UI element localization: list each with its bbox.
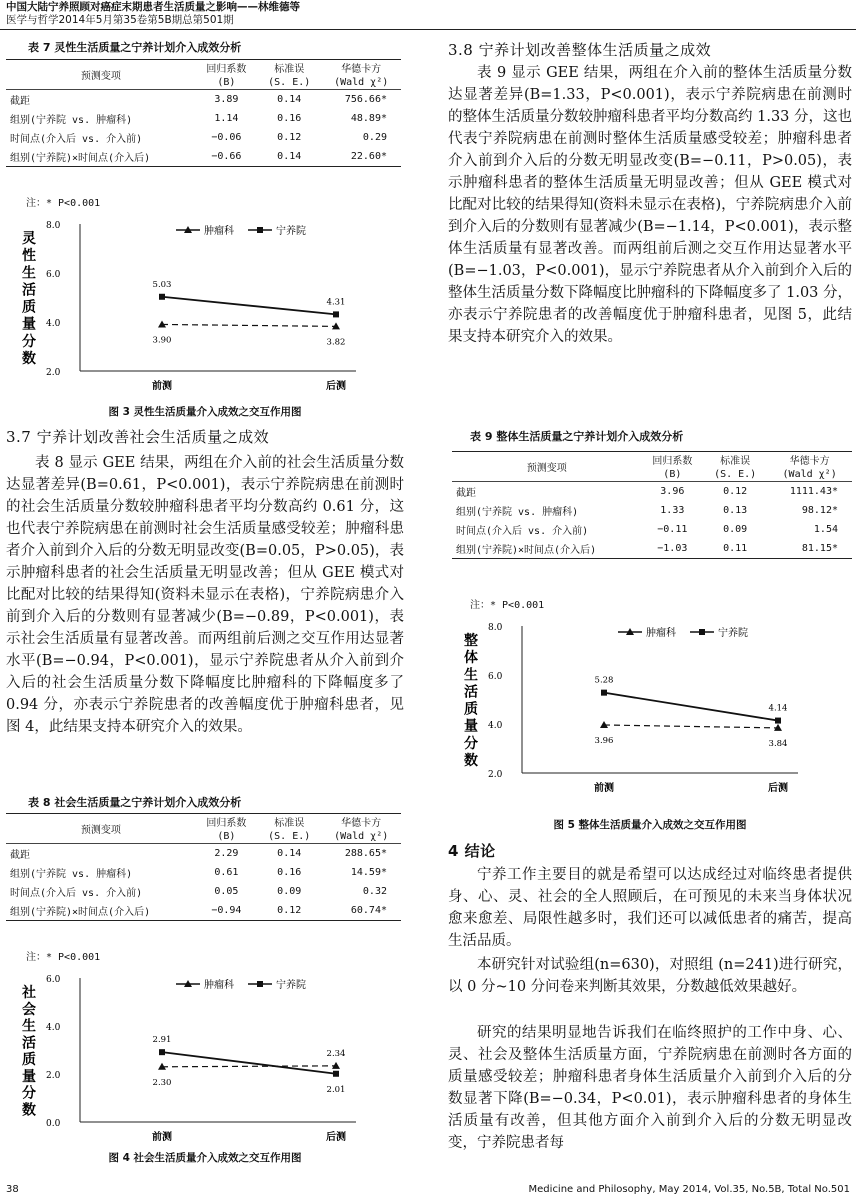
y-tick-label: 4.0	[488, 721, 503, 731]
legend-label: 宁养院	[276, 226, 306, 237]
y-axis-label-char: 活	[22, 1035, 36, 1052]
cell-wald: 0.29	[362, 132, 387, 143]
table-row	[6, 863, 401, 882]
y-axis-label-char: 质	[22, 1052, 36, 1068]
y-axis-label-char: 灵	[22, 231, 36, 247]
table-row	[452, 520, 852, 539]
row-label: 组别(宁养院)×时间点(介入后)	[6, 147, 196, 167]
table-row	[452, 501, 852, 520]
series-line	[162, 324, 336, 326]
data-label: 3.90	[152, 335, 172, 346]
table7-note: 注：* P<0.001	[26, 198, 101, 209]
data-point	[333, 311, 339, 317]
x-tick-label: 前测	[594, 783, 614, 794]
cell-se: 0.14	[257, 147, 321, 167]
data-label: 5.28	[594, 675, 614, 686]
x-tick-label: 后测	[768, 783, 788, 794]
table7	[6, 59, 401, 167]
cell-wald: 1.54	[813, 524, 838, 535]
section-4-paragraph-3: 研究的结果明显地告诉我们在临终照护的工作中身、心、灵、社会及整体生活质量方面，宁养院病患在前测时各方面的质量感受较差；肿瘤科患者身体生活质量介入前到介入后的分数显著下降(B=−0.34，P<0.01)，表示肿瘤科患者的身体生活质量有改善，但其他方面介入前到介入后的分数无明显改变，宁养院患者每	[448, 1025, 852, 1151]
y-axis-label-char: 性	[22, 248, 36, 265]
series-line	[162, 297, 336, 315]
row-label: 时间点(介入后 vs. 介入前)	[10, 134, 143, 145]
table-row	[6, 147, 401, 167]
x-tick-label: 后测	[326, 1132, 346, 1143]
journal-issue-line: 医学与哲学2014年5月第35卷第5B期总第501期	[6, 14, 234, 26]
cell-b: −0.66	[196, 147, 257, 167]
cell-se: 0.16	[277, 113, 302, 124]
data-label: 4.14	[768, 703, 788, 714]
cell-b: 0.61	[214, 867, 239, 878]
y-axis-label-char: 生	[464, 667, 478, 684]
cell-b: −0.11	[657, 524, 688, 535]
legend-marker	[257, 227, 263, 233]
series-line	[162, 1066, 336, 1067]
section-3-8-title: 3.8 宁养计划改善整体生活质量之成效	[448, 41, 712, 59]
y-axis-label-char: 量	[22, 1068, 36, 1085]
data-point	[775, 718, 781, 724]
y-tick-label: 6.0	[488, 672, 503, 682]
table-row	[6, 109, 401, 128]
table-header-variable: 预测变项	[452, 452, 642, 482]
cell-wald: 22.60*	[321, 147, 401, 167]
x-tick-label: 后测	[326, 381, 346, 392]
table-header-b: 回归系数	[196, 814, 257, 830]
figure5-caption: 图 5 整体生活质量介入成效之交互作用图	[553, 819, 747, 831]
legend-marker	[257, 981, 263, 987]
table-header-wald-sub: (Wald χ²)	[334, 76, 389, 88]
y-axis-label-char: 生	[22, 1018, 36, 1035]
cell-se: 0.12	[257, 901, 321, 921]
data-point	[159, 294, 165, 300]
y-axis-label-char: 数	[22, 1102, 36, 1119]
y-axis-label-char: 社	[22, 985, 36, 1001]
cell-b: −0.94	[196, 901, 257, 921]
row-label: 时间点(介入后 vs. 介入前)	[456, 526, 589, 537]
data-label: 2.34	[326, 1048, 346, 1059]
legend-label: 宁养院	[718, 628, 748, 639]
section-3-7-title: 3.7 宁养计划改善社会生活质量之成效	[6, 428, 270, 446]
header-rule	[0, 29, 856, 30]
section-4-paragraph-2: 本研究针对试验组(n=630)，对照组 (n=241)进行研究，以 0 分~10 分问卷来判断其效果，分数越低效果越好。	[448, 957, 852, 995]
row-label: 时间点(介入后 vs. 介入前)	[10, 888, 143, 899]
page-number: 38	[6, 1184, 19, 1195]
cell-b: 3.89	[196, 90, 257, 110]
table9	[452, 451, 852, 559]
cell-se: 0.11	[703, 539, 767, 559]
cell-wald: 98.12*	[801, 505, 838, 516]
cell-se: 0.14	[257, 90, 321, 110]
y-tick-label: 2.0	[46, 1071, 61, 1081]
table9-caption: 表 9 整体生活质量之宁养计划介入成效分析	[470, 430, 684, 443]
row-label: 截距	[6, 844, 196, 864]
x-tick-label: 前测	[152, 1132, 172, 1143]
table-header-b-sub: (B)	[217, 830, 236, 842]
section-3-8-paragraph: 表 9 显示 GEE 结果，两组在介入前的整体生活质量分数达显著差异(B=1.33，P<0.001)，表示宁养院病患在前测时的整体生活质量分数较肿瘤科患者平均分数高约 1.33 分，这也代表宁养院病患在前测时整体生活质量感受较差；肿瘤科患者介入前到介入后的分数无明显改变(B=−0.11，P>0.05)，表示肿瘤科患者的整体生活质量无明显改善；但从 GEE 模式对比配对比较的结果得知(资料未显示在表格)，宁养院病患介入前到介入后的分数则有显著减少(B=−1.14，P<0.001)，表示整体生活质量有显著改善。而两组前后测之交互作用达显著水平(B=−1.03，P<0.001)，显示宁养院患者从介入前到介入后的整体生活质量分数下降幅度比肿瘤科的下降幅度多了 1.03 分，亦表示宁养院患者的改善幅度优于肿瘤科患者，见图 5，此结果支持本研究介入的效果。	[448, 65, 853, 345]
cell-b: −1.03	[642, 539, 703, 559]
cell-se: 0.09	[723, 524, 748, 535]
data-label: 3.84	[768, 738, 788, 749]
cell-se: 0.16	[277, 867, 302, 878]
cell-b: 1.33	[660, 505, 685, 516]
table-header-b: 回归系数	[196, 60, 257, 76]
journal-footer: Medicine and Philosophy, May 2014, Vol.35, No.5B, Total No.501	[528, 1184, 850, 1195]
table-row	[6, 128, 401, 147]
row-label: 截距	[6, 90, 196, 110]
cell-b: 3.96	[642, 482, 703, 502]
row-label: 截距	[452, 482, 642, 502]
y-axis-label-char: 分	[464, 735, 478, 752]
table-header-se-sub: (S. E.)	[714, 468, 757, 480]
y-axis-label-char: 分	[22, 1085, 36, 1102]
table-header-b-sub: (B)	[663, 468, 682, 480]
cell-wald: 81.15*	[767, 539, 852, 559]
section-4-paragraph-1: 宁养工作主要目的就是希望可以达成经过对临终患者提供身、心、灵、社会的全人照顾后，在可预见的未来当身体状况愈来愈差、局限性越多时，我们还可以减低患者的痛苦，提高生活品质。	[448, 867, 852, 949]
section-3-7-paragraph: 表 8 显示 GEE 结果，两组在介入前的社会生活质量分数达显著差异(B=0.61，P<0.001)，表示宁养院病患在前测时的社会生活质量分数较肿瘤科患者平均分数高约 0.61 分，这也代表宁养院病患在前测时社会生活质量感受较差；肿瘤科患者介入前到介入后的分数无明显改变(B=0.05，P>0.05)，表示肿瘤科患者的社会生活质量无明显改善；但从 GEE 模式对比配对比较的结果得知(资料未显示在表格)，宁养院病患介入前到介入后的分数则有显著减少(B=−0.89，P<0.001)，表示社会生活质量有显著改善。而两组前后测之交互作用达显著水平(B=−0.94，P<0.001)，显示宁养院患者从介入前到介入后的社会生活质量分数下降幅度比肿瘤科的下降幅度多了 0.94 分，亦表示宁养院患者的改善幅度优于肿瘤科患者，见图 4，此结果支持本研究介入的效果。	[6, 455, 404, 735]
table-header-se: 标准误	[703, 452, 767, 468]
table-header-wald-sub: (Wald χ²)	[782, 468, 837, 480]
cell-wald: 288.65*	[321, 844, 401, 864]
cell-wald: 48.89*	[350, 113, 387, 124]
y-axis-label-char: 分	[22, 333, 36, 350]
row-label: 组别(宁养院 vs. 肿瘤科)	[10, 115, 133, 126]
table-row	[452, 539, 852, 559]
table9-note: 注：* P<0.001	[470, 600, 545, 611]
data-label: 2.01	[326, 1084, 346, 1095]
series-line	[604, 725, 778, 728]
row-label: 组别(宁养院)×时间点(介入后)	[6, 901, 196, 921]
y-axis-label-char: 量	[464, 718, 478, 735]
cell-b: −0.06	[211, 132, 242, 143]
cell-b: 0.05	[214, 886, 239, 897]
table8	[6, 813, 401, 921]
row-label: 组别(宁养院 vs. 肿瘤科)	[10, 869, 133, 880]
table-header-wald: 华德卡方	[321, 814, 401, 830]
y-axis-label-char: 会	[22, 1001, 36, 1018]
y-axis-label-char: 质	[22, 299, 36, 316]
running-title: 中国大陆宁养照顾对癌症末期患者生活质量之影响——林维德等	[6, 1, 300, 13]
legend-label: 肿瘤科	[646, 628, 676, 639]
y-axis-label-char: 活	[22, 282, 36, 299]
data-label: 3.96	[594, 735, 614, 746]
table-row	[452, 482, 852, 502]
table8-note: 注：* P<0.001	[26, 952, 101, 963]
legend-marker	[699, 629, 705, 635]
table-row	[6, 844, 401, 864]
cell-wald: 756.66*	[321, 90, 401, 110]
y-axis-label-char: 数	[464, 752, 478, 769]
x-tick-label: 前测	[152, 381, 172, 392]
table-row	[6, 90, 401, 110]
data-label: 2.91	[152, 1035, 172, 1046]
cell-se: 0.14	[257, 844, 321, 864]
data-label: 3.82	[326, 337, 346, 348]
cell-se: 0.13	[723, 505, 748, 516]
legend-label: 肿瘤科	[204, 226, 234, 237]
data-point	[601, 690, 607, 696]
series-line	[162, 1052, 336, 1074]
table-header-se: 标准误	[257, 814, 321, 830]
y-axis-label-char: 量	[22, 316, 36, 333]
section-4-title: 4 结论	[448, 842, 496, 860]
y-axis-label-char: 体	[464, 650, 478, 667]
y-tick-label: 4.0	[46, 1023, 61, 1033]
row-label: 组别(宁养院)×时间点(介入后)	[452, 539, 642, 559]
cell-se: 0.12	[277, 132, 302, 143]
y-tick-label: 8.0	[46, 221, 61, 231]
row-label: 组别(宁养院 vs. 肿瘤科)	[456, 507, 579, 518]
cell-b: 2.29	[196, 844, 257, 864]
legend-label: 宁养院	[276, 980, 306, 991]
table-header-se-sub: (S. E.)	[268, 76, 311, 88]
table-header-se-sub: (S. E.)	[268, 830, 311, 842]
table-header-wald-sub: (Wald χ²)	[334, 830, 389, 842]
cell-wald: 14.59*	[350, 867, 387, 878]
y-axis-label-char: 数	[22, 350, 36, 367]
table7-caption: 表 7 灵性生活质量之宁养计划介入成效分析	[28, 41, 242, 54]
data-point	[333, 1071, 339, 1077]
table8-caption: 表 8 社会生活质量之宁养计划介入成效分析	[28, 796, 242, 809]
y-axis-label-char: 活	[464, 684, 478, 701]
cell-wald: 1111.43*	[767, 482, 852, 502]
figure4-caption: 图 4 社会生活质量介入成效之交互作用图	[108, 1152, 302, 1164]
table-header-b: 回归系数	[642, 452, 703, 468]
y-tick-label: 6.0	[46, 975, 61, 985]
data-label: 2.30	[152, 1077, 172, 1088]
table-header-b-sub: (B)	[217, 76, 236, 88]
series-line	[604, 693, 778, 721]
y-tick-label: 6.0	[46, 270, 61, 280]
y-axis-label-char: 生	[22, 265, 36, 282]
y-tick-label: 2.0	[46, 368, 61, 378]
data-label: 4.31	[326, 297, 346, 308]
cell-se: 0.12	[703, 482, 767, 502]
y-tick-label: 8.0	[488, 623, 503, 633]
y-tick-label: 2.0	[488, 770, 503, 780]
data-point	[159, 1049, 165, 1055]
y-tick-label: 0.0	[46, 1119, 61, 1129]
legend-label: 肿瘤科	[204, 980, 234, 991]
table-row	[6, 882, 401, 901]
cell-se: 0.09	[277, 886, 302, 897]
y-axis-label-char: 整	[464, 633, 478, 649]
cell-wald: 60.74*	[321, 901, 401, 921]
data-label: 5.03	[152, 279, 172, 290]
figure5-chart	[462, 616, 812, 801]
table-header-wald: 华德卡方	[767, 452, 852, 468]
table-header-wald: 华德卡方	[321, 60, 401, 76]
table-header-variable: 预测变项	[6, 60, 196, 90]
figure3-caption: 图 3 灵性生活质量介入成效之交互作用图	[108, 406, 302, 418]
figure3-chart	[20, 214, 370, 399]
y-tick-label: 4.0	[46, 319, 61, 329]
table-row	[6, 901, 401, 921]
cell-wald: 0.32	[362, 886, 387, 897]
table-header-variable: 预测变项	[6, 814, 196, 844]
figure4-chart	[20, 968, 370, 1150]
y-axis-label-char: 质	[464, 701, 478, 718]
table-header-se: 标准误	[257, 60, 321, 76]
cell-b: 1.14	[214, 113, 239, 124]
